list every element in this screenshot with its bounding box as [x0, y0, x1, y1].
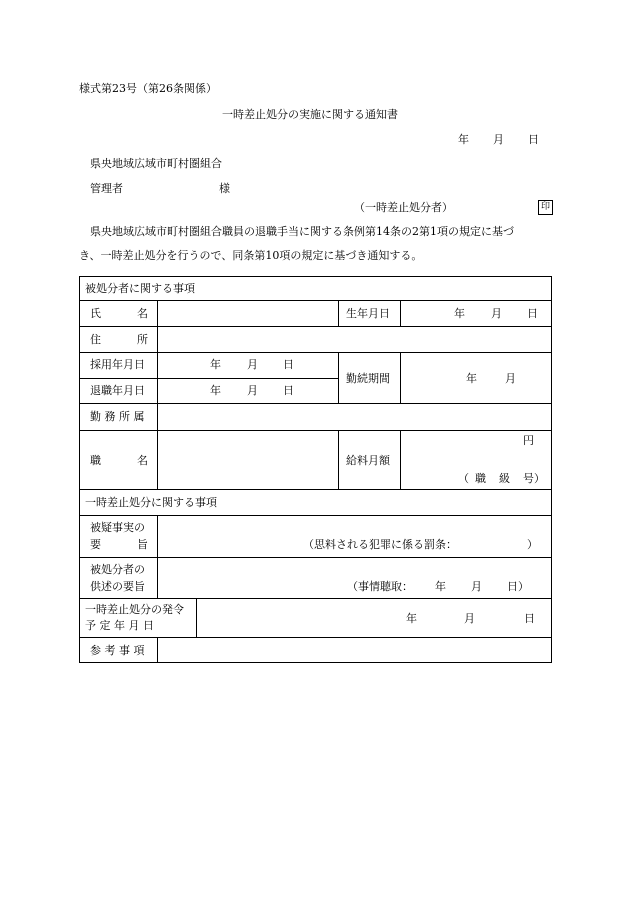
remarks-label: 参 考 事 項 [90, 644, 145, 657]
statement-label-line1: 被処分者の [90, 563, 145, 576]
issue-month: 月 [464, 612, 475, 625]
hearing-year: 年 [435, 580, 446, 593]
penalty-note: （思料される犯罪に係る罰条： [303, 538, 457, 551]
salary-yen: 円 [523, 434, 534, 447]
form-number: 様式第23号（第26条関係） [79, 82, 217, 95]
recipient-honorific: 様 [219, 182, 230, 195]
position-label-2: 名 [137, 454, 148, 467]
hearing-day: 日） [507, 580, 529, 593]
service-years: 年 [466, 372, 477, 385]
birthdate-label: 生年月日 [346, 307, 390, 320]
section-subject-header: 被処分者に関する事項 [85, 282, 195, 295]
date-month: 月 [493, 133, 504, 146]
hire-day: 日 [283, 358, 294, 371]
address-label-1: 住 [90, 333, 101, 346]
issue-date-label-line1: 一時差止処分の発令 [85, 603, 184, 616]
recipient-role: 管理者 [90, 182, 123, 195]
body-text-line1: 県央地域広域市町村圏組合職員の退職手当に関する条例第14条の2第1項の規定に基づ [90, 225, 514, 238]
suspect-label-2b: 旨 [137, 538, 148, 551]
hearing-note: （事情聴取： [347, 580, 413, 593]
section-suspension-header: 一時差止処分に関する事項 [85, 496, 217, 509]
recipient-org: 県央地域広域市町村圏組合 [90, 157, 222, 170]
issue-year: 年 [406, 612, 417, 625]
salary-label: 給料月額 [346, 454, 390, 467]
grade-shoku: 職 [475, 472, 486, 485]
hire-year: 年 [210, 358, 221, 371]
suspect-label-2a: 要 [90, 538, 101, 551]
retire-year: 年 [210, 384, 221, 397]
hire-month: 月 [247, 358, 258, 371]
form-table [79, 276, 552, 663]
retire-month: 月 [247, 384, 258, 397]
seal-box: 印 [538, 200, 553, 215]
position-label-1: 職 [90, 454, 101, 467]
date-day: 日 [528, 133, 539, 146]
birth-year: 年 [454, 307, 465, 320]
suspect-label-line1: 被疑事実の [90, 521, 145, 534]
retire-day: 日 [283, 384, 294, 397]
birth-month: 月 [491, 307, 502, 320]
issuer-label: （一時差止処分者） [354, 201, 453, 214]
issue-day: 日 [524, 612, 535, 625]
retire-date-label: 退職年月日 [90, 384, 145, 397]
service-period-label: 勤続期間 [346, 372, 390, 385]
grade-kyu: 級 [499, 472, 510, 485]
hearing-month: 月 [471, 580, 482, 593]
name-label-2: 名 [137, 307, 148, 320]
hire-date-label: 採用年月日 [90, 358, 145, 371]
grade-open: （ [458, 472, 469, 485]
birth-day: 日 [527, 307, 538, 320]
date-year: 年 [458, 133, 469, 146]
workplace-label: 勤 務 所 属 [90, 410, 145, 423]
statement-label-line2: 供述の要旨 [90, 580, 145, 593]
grade-go: 号） [523, 472, 545, 485]
penalty-note-close: ） [527, 538, 538, 551]
issue-date-label-line2: 予 定 年 月 日 [85, 619, 154, 632]
service-months: 月 [505, 372, 516, 385]
name-label-1: 氏 [90, 307, 101, 320]
document-title: 一時差止処分の実施に関する通知書 [222, 108, 398, 121]
address-label-2: 所 [137, 333, 148, 346]
body-text-line2: き、一時差止処分を行うので、同条第10項の規定に基づき通知する。 [79, 249, 423, 262]
